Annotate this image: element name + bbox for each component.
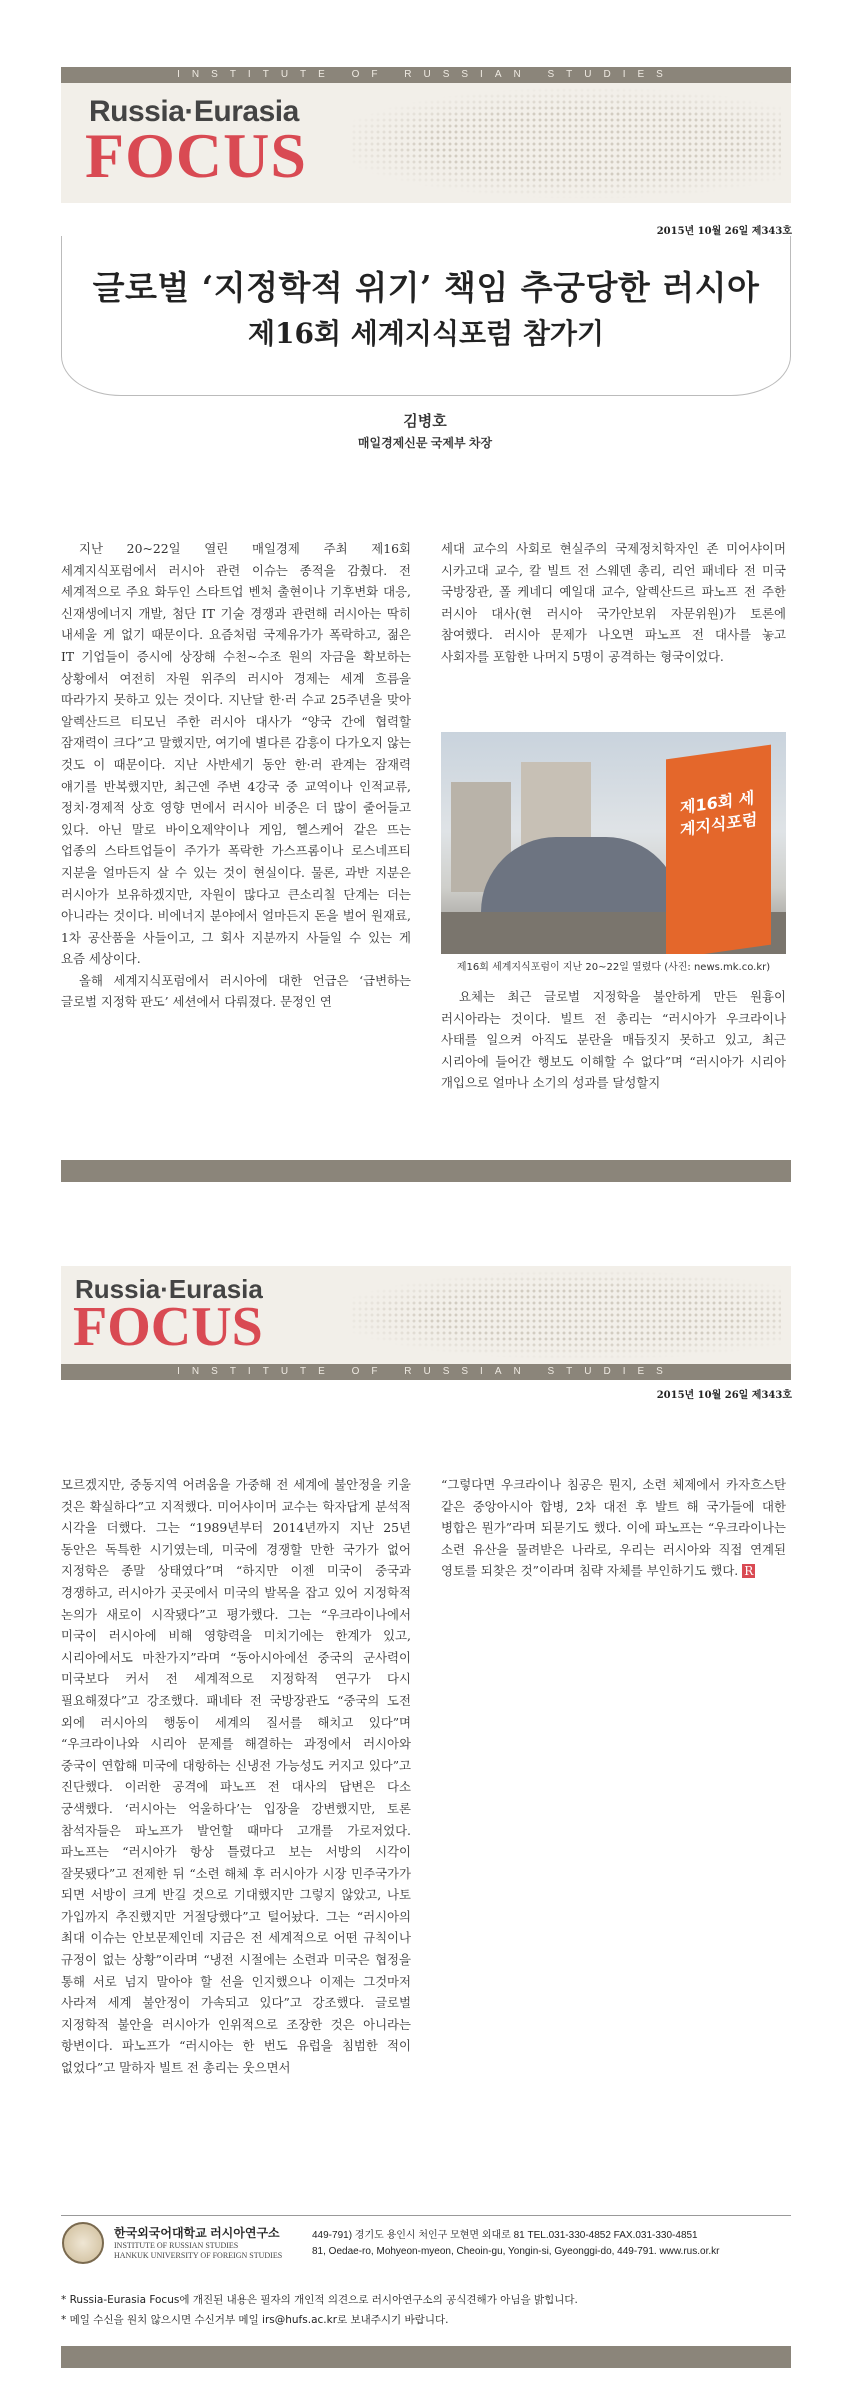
page1-footer-bar [61, 1160, 791, 1182]
paragraph: 세대 교수의 사회로 현실주의 국제정치학자인 존 미어샤이머 시카고대 교수, 칼 빌트 전 스웨덴 총리, 리언 패네타 전 미국 국방장관, 폴 케네디 예일대 교수, 알렉산드르 파노프 전 주한 러시아 대사(현 러시아 국가안보위 자문위원)가 토론에 참여했다. 러시아 문제가 나오면 파노프 전 대사를 놓고 사회자를 포함한 나머지 5명이 공격하는 형국이었다. [441, 541, 786, 664]
university-en-line: INSTITUTE OF RUSSIAN STUDIES [114, 2241, 239, 2250]
address-en: 81, Oedae-ro, Mohyeon-myeon, Cheoin-gu, Yongin-si, Gyeonggi-do, 449-791. www.rus.or.kr [312, 2246, 720, 2257]
institute-band: INSTITUTE OF RUSSIAN STUDIES [61, 67, 791, 83]
masthead-page2 [61, 1266, 791, 1364]
page1-right-column-top [441, 538, 786, 668]
world-map-dots [351, 1270, 781, 1360]
issue-date: 2015년 10월 26일 제343호 [656, 226, 792, 237]
world-map-dots [351, 87, 781, 199]
institute-band: INSTITUTE OF RUSSIAN STUDIES [61, 1364, 791, 1380]
brand-line: Russia·Eurasia [89, 95, 299, 128]
paragraph: 모르겠지만, 중동지역 어려움을 가중해 전 세계에 불안정을 키울 것은 확실하다”고 지적했다. 미어샤이머 교수는 학자답게 분석적 시각을 더했다. 그는 “1989년부터 2014년까지 지난 25년 동안은 독특한 시기였는데, 미국에 경쟁할 만한 국가가 없어 지정학은 종말 상태였다”며 “하지만 이젠 미국이 중국과 경쟁하고, 러시아가 곳곳에서 미국의 발목을 잡고 있어 지정학적 논의가 새로이 시작됐다”고 평가했다. 그는 “우크라이나에서 미국이 러시아에 비해 영향력을 미치기에는 한계가 있고, 시리아에서도 마찬가지”라며 “동아시아에선 중국의 군사력이 미국보다 커서 전 세계적으로 지정학적 연구가 다시 필요해졌다”고 강조했다. 패네타 전 국방장관도 “중국의 도전 외에 러시아의 행동이 세계의 질서를 해치고 있다”며 “우크라이나와 시리아 문제를 해결하는 과정에서 러시아와 중국이 연합해 미국에 대항하는 신냉전 가능성도 커지고 있다”고 진단했다. 이러한 공격에 파노프 전 대사의 답변은 다소 궁색했다. ‘러시아는 억울하다’는 입장을 강변했지만, 토론 참석자들은 파노프가 발언할 때마다 고개를 가로저었다. 파노프는 “러시아가 항상 틀렸다고 보는 서방의 시각이 잘못됐다”고 전제한 뒤 “소련 해체 후 러시아가 시장 민주국가가 되면 서방이 크게 반길 것으로 기대했지만 그렇지 않았고, 나토 가입까지 추진했지만 거절당했다”고 털어놨다. 그는 “러시아의 최대 이슈는 안보문제인데 지금은 전 세계적으로 어떤 규칙이나 규정이 없는 상황”이라며 “냉전 시절에는 소련과 미국은 협정을 통해 서로 넘지 말아야 할 선을 인지했으나 이제는 그것마저 사라져 세계 불안정이 가속되고 있다”고 강조했다. 글로벌 지정학적 불안을 러시아가 인위적으로 조장한 것은 아니라는 항변이다. 파노프가 “러시아는 한 번도 유럽을 침범한 적이 없었다”고 말하자 빌트 전 총리는 웃으면서 [61, 1477, 411, 2076]
article-subtitle: 제16회 세계지식포럼 참가기 [248, 317, 604, 350]
page2-footer-bar [61, 2346, 791, 2368]
disclaimer-note: * Russia-Eurasia Focus에 개진된 내용은 필자의 개인적 의견으로 러시아연구소의 공식견해가 아님을 밝힙니다. [61, 2294, 578, 2306]
page1-left-column [61, 538, 411, 1013]
paragraph: 요체는 최근 글로벌 지정학을 불안하게 만든 원흉이 러시아라는 것이다. 빌트 전 총리는 “러시아가 우크라이나 사태를 일으켜 아직도 분란을 매듭짓지 못하고 있고, 최근 시리아에 들어간 행보도 이해할 수 없다”며 “러시아가 시리아 개입으로 얼마나 소기의 성과를 달성할지 [441, 989, 786, 1091]
brand-focus: FOCUS [73, 1296, 263, 1358]
university-name-ko: 한국외국어대학교 러시아연구소 [114, 2226, 280, 2240]
forum-photo [441, 732, 786, 954]
author-affiliation: 매일경제신문 국제부 차장 [357, 436, 493, 450]
photo-caption: 제16회 세계지식포럼이 지난 20~22일 열렸다 (사진: news.mk.co.kr) [456, 962, 771, 973]
university-en-line: HANKUK UNIVERSITY OF FOREIGN STUDIES [114, 2251, 283, 2260]
page2-left-column [61, 1474, 411, 2079]
issue-date: 2015년 10월 26일 제343호 [656, 1390, 792, 1401]
end-mark-icon: R [744, 1564, 754, 1579]
unsubscribe-note: * 메일 수신을 원치 않으시면 수신거부 메일 irs@hufs.ac.kr로 보내주시기 바랍니다. [61, 2314, 449, 2326]
author-name: 김병호 [403, 413, 447, 430]
brand-line: Russia·Eurasia [75, 1274, 263, 1304]
footer-rule [61, 2215, 791, 2216]
paragraph: 지난 20~22일 열린 매일경제 주최 제16회 세계지식포럼에서 러시아 관련 이슈는 종적을 감췄다. 전 세계적으로 주요 화두인 스타트업 벤처 출현이나 기후변화 대응, 신재생에너지 개발, 첨단 IT 기술 경쟁과 관련해 러시아는 딱히 내세울 게 없기 때문이다. 요즘처럼 국제유가가 폭락하고, 젊은 IT 기업들이 증시에 상장해 수천~수조 원의 자금을 확보하는 상황에서 여전히 자원 위주의 러시아 경제는 세계 흐름을 따라가지 못하고 있는 것이다. 지난달 한·러 수교 25주년을 맞아 알렉산드르 티모닌 주한 러시아 대사가 “양국 간에 협력할 잠재력이 크다”고 말했지만, 여기에 별다른 감흥이 다가오지 않는 것도 이 때문이다. 지난 사반세기 동안 한·러 관계는 잠재력 얘기를 반복했지만, 최근엔 주변 4강국 중 교역이나 인적교류, 정치·경제적 상호 영향 면에서 러시아 비중은 더 많이 줄어들고 있다. 아닌 말로 바이오제약이나 게임, 헬스케어 같은 뜨는 업종의 스타트업들이 주가가 폭락한 가스프롬이나 로스네프티 지분을 얼마든지 살 수 있는 것이 현실이다. 물론, 과반 지분은 러시아가 보유하겠지만, 자원이 많다고 큰소리칠 단계는 더는 아니라는 것이다. 비에너지 분야에서 얼마든지 돈을 벌어 원재료, 1차 공산품을 사들이고, 그 회사 지분까지 사들일 수 있는 게 요즘 세상이다. [61, 541, 411, 967]
paragraph [441, 1474, 786, 1583]
article-title: 글로벌 ‘지정학적 위기’ 책임 추궁당한 러시아 [92, 268, 760, 307]
paragraph: 올해 세계지식포럼에서 러시아에 대한 언급은 ‘급변하는 글로벌 지정학 판도’ 세션에서 다뤄졌다. 문정인 연 [61, 972, 411, 1010]
address-ko: 449-791) 경기도 용인시 처인구 모현면 외대로 81 TEL.031-330-4852 FAX.031-330-4851 [312, 2230, 698, 2241]
paragraph-text: “그렇다면 우크라이나 침공은 뭔지, 소련 체제에서 카자흐스탄 같은 중앙아시아 합병, 2차 대전 후 발트 해 국가들에 대한 병합은 뭔가”라며 되묻기도 했다. 이에 파노프는 “우크라이나는 소련 유산을 물려받은 나라로, 우리는 러시아와 직접 연계된 영토를 되찾은 것”이라며 침략 자체를 부인하기도 했다. [441, 1477, 786, 1579]
photo-banner: 제16회 세계지식포럼 [666, 745, 771, 954]
page1-right-column-bottom [441, 986, 786, 1094]
university-name-en [114, 2241, 282, 2261]
masthead [61, 83, 791, 203]
page2-right-column [441, 1474, 786, 1583]
brand-focus: FOCUS [85, 120, 307, 191]
university-seal-icon [62, 2222, 104, 2264]
